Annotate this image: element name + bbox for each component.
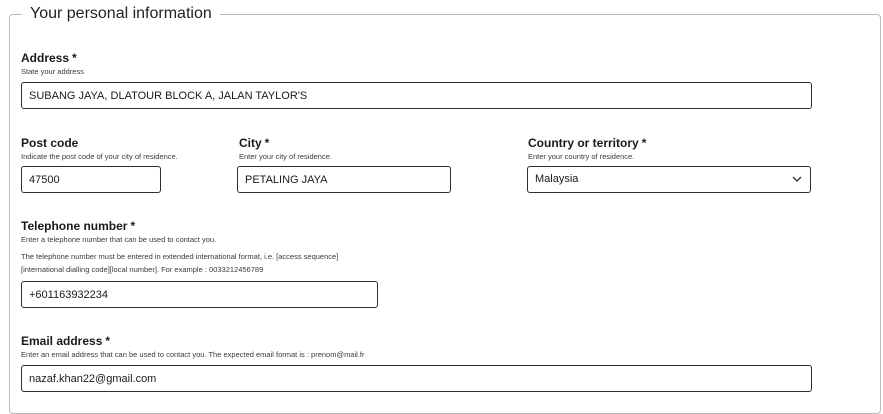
country-label: Country or territory * [528,136,647,150]
address-hint: State your address [21,67,84,76]
city-input[interactable] [237,166,451,193]
email-input[interactable] [21,365,812,392]
address-input[interactable] [21,82,812,109]
country-hint: Enter your country of residence. [528,152,635,161]
email-hint: Enter an email address that can be used to contact you. The expected email format is : prenom@mail.fr [21,350,365,359]
telephone-input[interactable] [21,281,378,308]
telephone-format-line-1: The telephone number must be entered in extended international format, i.e. [access sequence] [21,252,339,261]
city-label: City * [239,136,270,150]
postcode-hint: Indicate the post code of your city of residence. [21,152,178,161]
postcode-label: Post code [21,136,79,150]
section-legend: Your personal information [22,5,220,23]
city-hint: Enter your city of residence. [239,152,332,161]
telephone-label: Telephone number * [21,219,136,233]
email-label: Email address * [21,334,111,348]
country-selected-value: Malaysia [535,173,579,185]
country-select[interactable] [527,166,811,193]
telephone-format-line-2: [international dialling code][local number]. For example : 0033212456789 [21,265,264,274]
telephone-hint: Enter a telephone number that can be used to contact you. [21,235,217,244]
postcode-input[interactable] [21,166,161,193]
address-label: Address * [21,51,77,65]
chevron-down-icon [792,175,802,183]
